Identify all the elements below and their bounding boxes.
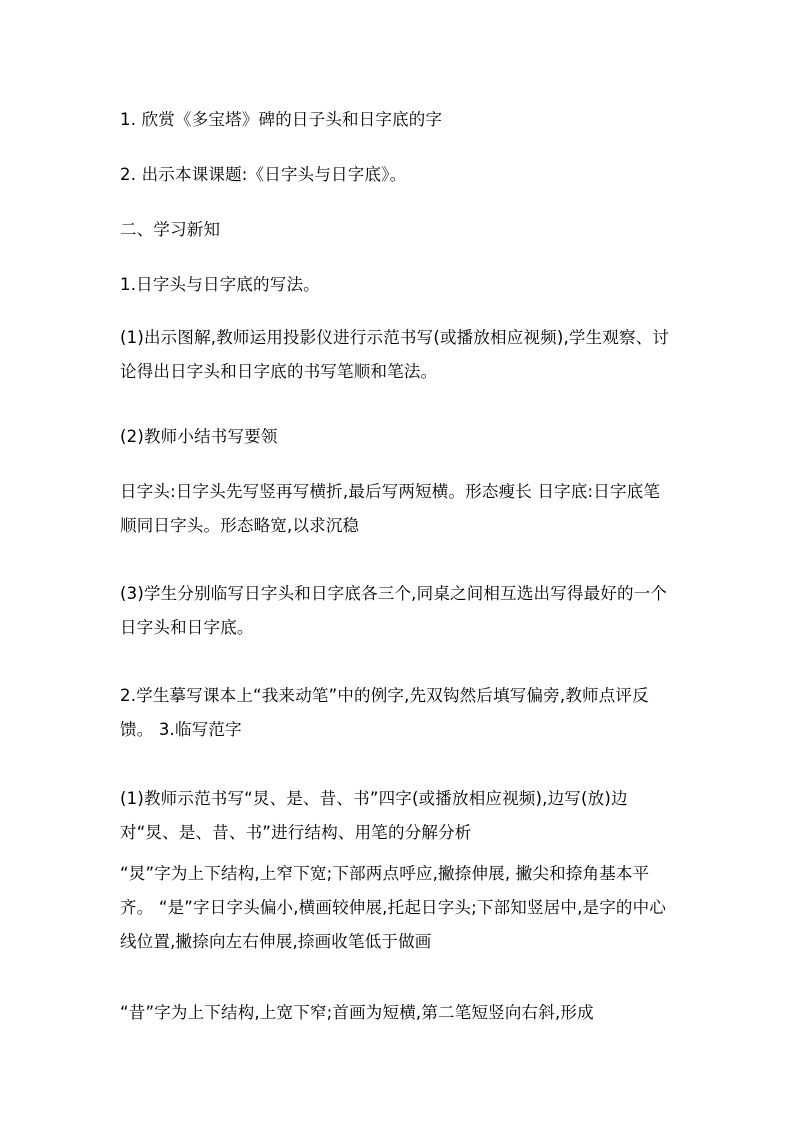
paragraph-8: 2.学生摹写课本上“我来动笔”中的例字,先双钩然后填写偏旁,教师点评反馈。 3.临写范字 xyxy=(120,686,649,739)
paragraph-1: 1. 欣赏《多宝塔》碑的日子头和日字底的字 xyxy=(120,110,443,129)
paragraph-5: (2)教师小结书写要领 xyxy=(120,427,278,446)
paragraph-6: 日字头:日字头先写竖再写横折,最后写两短横。形态瘦长 日字底:日字底笔顺同日字头。形态略宽,以求沉稳 xyxy=(120,482,661,535)
paragraph-9: (1)教师示范书写“炅、是、昔、书”四字(或播放相应视频),边写(放)边对“炅、是、昔、书”进行结构、用笔的分解分析 xyxy=(120,789,628,842)
paragraph-10: “炅”字为上下结构,上窄下宽;下部两点呼应,撇捺伸展, 撇尖和捺角基本平齐。 “是”字日字头偏小,横画较伸展,托起日字头;下部知竖居中,是字的中心线位置,撇捺向左右伸展,捺画收笔低于做画 xyxy=(120,864,667,951)
paragraph-7: (3)学生分别临写日字头和日字底各三个,同桌之间相互选出写得最好的一个日字头和日字底。 xyxy=(120,584,668,637)
paragraph-11: “昔”字为上下结构,上宽下窄;首画为短横,第二笔短竖向右斜,形成 xyxy=(120,1003,594,1022)
paragraph-3: 1.日字头与日字底的写法。 xyxy=(120,275,320,294)
section-heading: 二、学习新知 xyxy=(120,220,221,239)
paragraph-4: (1)出示图解,教师运用投影仪进行示范书写(或播放相应视频),学生观察、讨论得出日字头和日字底的书写笔顺和笔法。 xyxy=(120,328,670,381)
paragraph-2: 2. 出示本课课题:《日字头与日字底》。 xyxy=(120,165,407,184)
